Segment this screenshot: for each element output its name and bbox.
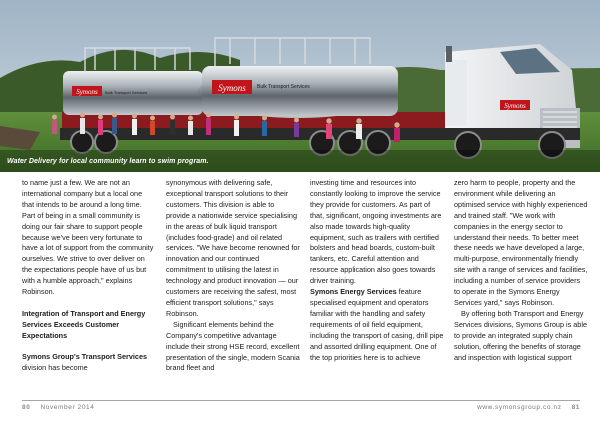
hero-photo [0, 0, 600, 172]
paragraph: to name just a few. We are not an international company but a local one that intends to be around a long time. Part of being in a small community is doing our fair share to support people because we've been very fortunate to have a lot of support from the community ourselves. We strive to over deliver on the expectations people have of us but with a humble approach," explains Robinson. [22, 178, 154, 297]
paragraph: Symons Energy Services feature specialised equipment and operators familiar with the handling and safety requirements of oil field equipment, including the transport of casing, drill pipe and assorted drilling equipment. One of the top priorities here is to achieve [310, 287, 444, 362]
website-url: www.symonsgroup.co.nz [477, 404, 562, 411]
footer-left [22, 404, 95, 411]
issue-date: November 2014 [40, 404, 95, 411]
tanker-tagline: Bulk Transport Services [105, 90, 148, 95]
paragraph: By offering both Transport and Energy Services divisions, Symons Group is able to provide an integrated supply chain solution, offering the benefits of storage and inspection with logistical support [454, 308, 587, 362]
article-column-3 [310, 178, 444, 396]
page-number-left: 80 [22, 404, 31, 411]
tanker-truck-photo [0, 0, 600, 172]
paragraph: zero harm to people, property and the environment while delivering an optimised service with highly experienced and trained staff. "We work with companies in the energy sector to understand their needs. To better meet these needs we have developed a large, multi-purpose, environmentally friendly site with a range of services and facilities, including a number of service providers to operate in the Symons Energy Services yard," says Robinson. [454, 178, 588, 307]
tanker-logo-2: Symons [218, 83, 246, 93]
tanker-tagline-2: Bulk Transport Services [257, 84, 310, 90]
photo-caption: Water Delivery for local community learn to swim program. [7, 158, 209, 165]
tanker-logo: Symons [76, 88, 98, 96]
article-column-2 [166, 178, 300, 396]
section-heading: Integration of Transport and Energy Services Exceeds Customer Expectations [22, 308, 146, 340]
footer-rule [22, 400, 580, 401]
footer-right [477, 404, 580, 411]
lead-in-bold: Symons Group's Transport Services [22, 352, 148, 362]
article-body [22, 178, 588, 396]
lead-in-bold: Symons Energy Services [310, 287, 397, 297]
article-column-4 [454, 178, 588, 396]
article-column-1 [22, 178, 156, 396]
paragraph: Significant elements behind the Company's competitive advantage include their strong HSE record, excellent presentation of the single, modern Scania brand fleet and [166, 319, 300, 373]
paragraph: Symons Group's Transport Services division has become [22, 352, 148, 373]
page-number-right: 81 [571, 404, 580, 411]
truck-badge: Symons [504, 102, 526, 110]
paragraph: synonymous with delivering safe, exceptional transport solutions to their customers. This division is able to provide a nationwide service specialising in the areas of bulk liquid transport (includes food-grade) and oil related services. "We have become renowned for innovation and our continued commitment to utilising the latest in technology and product innovation — our customers are receiving the safest, most efficient transport solutions," says Robinson. [166, 178, 300, 318]
paragraph: investing time and resources into constantly looking to improve the service they provide for customers. As part of that, significant, ongoing investments are also made towards high-quality equipment, such as trailers with certified bolsters and head boards, custom-built tankers, etc. Careful attention and resource application also goes towards driver training. [310, 178, 442, 286]
page-footer [22, 398, 580, 414]
